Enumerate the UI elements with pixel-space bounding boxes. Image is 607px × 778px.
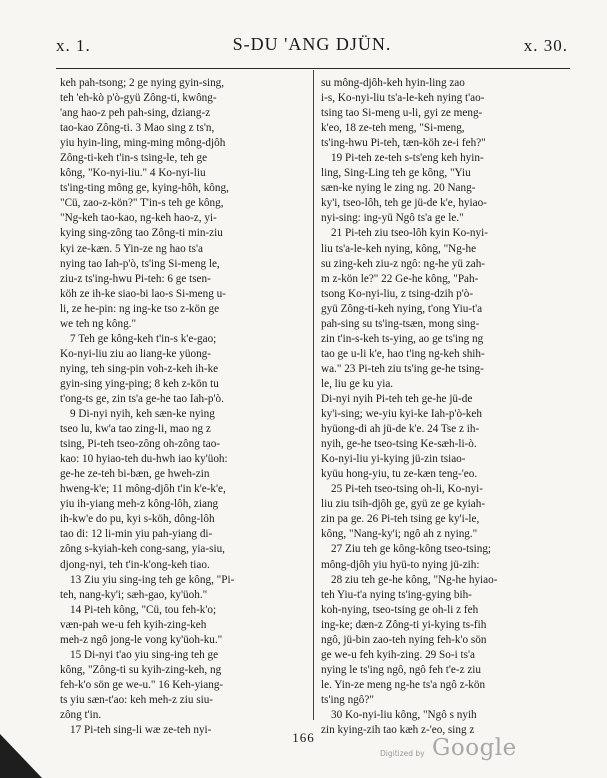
text-line: ih-kw'e do pu, kyi s-köh, dông-lôh [60,513,215,526]
text-line: Zông-ti-keh t'in-s tsing-le, teh ge [60,152,208,165]
text-line: liu ziu tsih-djôh ge, gyü ze ge kyiah- [321,498,486,511]
text-line: köh ze ih-ke siao-bi lao-s Si-meng u- [60,287,226,300]
text-line: zin t'in-s-keh ts-ying, ao ge ts'ing ng [321,332,484,345]
text-line: kông, "Zông-ti su kyih-zing-keh, ng [60,663,222,676]
page-number: 166 [292,730,315,745]
text-line: le, liu ge ku yia. [321,377,394,390]
text-line: 25 Pi-teh tseo-tsing oh-li, Ko-nyi- [331,483,483,496]
text-line: we teh ng kông." [60,317,137,330]
text-line: nying, teh sing-pin voh-z-keh ih-ke [60,362,219,375]
text-line: gyü Zông-ti-keh nying, t'ong Yiu-t'a [321,302,483,315]
header-chapter-right: x. 30. [523,36,568,55]
text-line: kyi ze-kæn. 5 Yin-ze ng hao ts'a [60,242,203,255]
text-line: væn-pah we-u feh kyih-zing-keh [60,618,207,631]
text-line: wa." 23 Pi-teh ziu ts'ing ge-he tsing- [321,362,484,375]
text-line: kông, "Nang-ky'i; ngô ah z nying." [321,528,478,541]
left-column [60,76,308,738]
text-line: 15 Di-nyi t'ao yiu sing-ing teh ge [70,648,219,661]
header-rule [56,68,570,69]
text-line: gyin-sing ying-ping; 8 keh z-kön tu [60,377,219,390]
text-line: teh, nang-ky'i; sæh-gao, ky'üoh." [60,588,208,601]
text-line: 19 Pi-teh ze-teh s-ts'eng keh hyin- [331,152,484,165]
text-line: hweng-k'e; 11 mông-djôh t'in k'e-k'e, [60,483,226,496]
text-line: ts'ing-hwu Pi-teh, tæn-köh ze-i feh?" [321,137,486,150]
text-line: teh Yiu-t'a nying ts'ing-gying bih- [321,588,472,601]
text-line: 27 Ziu teh ge kông-kông tseo-tsing; [331,543,492,556]
text-line: 9 Di-nyi nyih, keh sæn-ke nying [70,408,215,421]
text-line: zin pa ge. 26 Pi-teh tsing ge ky'i-le, [321,513,480,526]
text-line: ngô, jü-bin zao-teh nying feh-k'o sön [321,633,487,646]
text-line: nyi-sing: ing-yü Ngô ts'a ge le." [321,212,464,225]
text-line: zông s-kyiah-keh cong-sang, yia-siu, [60,543,225,556]
text-line: zin kying-zih tao kæh z-'eo, sing z [321,724,475,737]
text-line: ky'i-sing; we-yiu kyi-ke Iah-p'ò-keh [321,408,482,421]
text-line: 14 Pi-teh kông, "Cü, tou feh-k'o; [70,603,217,616]
text-line: 'ang hao-z peh pah-sing, dziang-z [60,107,211,120]
text-line: ge we-u feh kyih-zing. 29 So-i ts'a [321,648,475,661]
running-header [56,34,568,60]
text-line: "Cü, zao-z-kön?" T'in-s teh ge kông, [60,197,224,210]
text-line: ts'ing-ting mông ge, kying-hôh, kông, [60,182,229,195]
text-line: sæn-ke nying le zing ng. 20 Nang- [321,182,476,195]
text-line: tsong Ko-nyi-liu, z tsing-dzih p'ò- [321,287,474,300]
text-line: 30 Ko-nyi-liu kông, "Ngô s nyih [331,708,477,721]
text-line: hyüong-di ah jü-de k'e. 24 Tse z ih- [321,423,480,436]
text-line: ling, Sing-Ling teh ge kông, "Yiu [321,167,471,180]
text-line: yiu ih-yiang meh-z kông-lôh, ziang [60,498,219,511]
text-line: keh pah-tsong; 2 ge nying gyin-sing, [60,77,225,89]
text-line: liu ts'a-le-keh nying, kông, "Ng-he [321,242,477,255]
text-line: kao: 10 hyiao-teh du-hwh iao ky'üoh: [60,453,228,466]
text-line: djong-nyi, teh t'in-k'ong-keh tiao. [60,558,210,571]
text-line: t'ong-ts ge, zin ts'a ge-he tao Iah-p'ò. [60,392,224,405]
text-line: mông-djôh yiu hyü-to nying jü-zih: [321,558,480,571]
text-line: ky'i, tseo-lôh, teh ge jü-de k'e, hyiao- [321,197,487,210]
text-line: nying le ts'ing ngô, ngô feh t'e-z ziu [321,663,482,676]
text-line: Ko-nyi-liu ziu ao liang-ke yüong- [60,347,211,360]
text-line: 17 Pi-teh sing-li wæ ze-teh nyi- [70,724,212,737]
text-line: pah-sing su ts'ing-tsæn, mong sing- [321,317,480,330]
text-line: kyüu hong-yiu, tu ze-kæn teng-'eo. [321,468,478,481]
text-line: tao-kao Zông-ti. 3 Mao sing z ts'n, [60,122,215,135]
text-line: nyih, ge-he tseo-tsing Ke-sæh-li-ò. [321,438,477,451]
text-line: ge-he ze-teh bi-bæn, ge hweh-zin [60,468,210,481]
text-line: m z-kön le?" 22 Ge-he kông, "Pah- [321,272,479,285]
text-line: ing-ke; dæn-z Zông-ti yi-kying ts-fih [321,618,487,631]
text-line: nying tao Iah-p'ò, ts'ing Si-meng le, [60,257,220,270]
text-line: Ko-nyi-liu yi-kying jü-zin tsiao- [321,453,466,466]
text-line: 21 Pi-teh ziu tseo-lôh kyin Ko-nyi- [331,227,488,240]
text-line: le. Yin-ze meng ng-he ts'a ngô z-kön [321,678,486,691]
text-line: tsing, Pi-teh tseo-zông oh-zông tao- [60,438,221,451]
text-line: zông t'in. [60,708,102,721]
text-line: yiu hyin-ling, ming-ming mông-djôh [60,137,226,150]
text-line: tao ge u-li k'e, hao t'ing ng-keh shih- [321,347,485,360]
text-line: "Ng-keh tao-kao, ng-keh hao-z, yi- [60,212,217,225]
text-line: Di-nyi nyih Pi-teh teh ge-he jü-de [321,392,473,405]
digitized-watermark [370,735,560,769]
text-line: koh-nying, tseo-tsing ge oh-li z feh [321,603,479,616]
text-line: meh-z ngô jong-le vong ky'üoh-ku." [60,633,223,646]
header-title: S-DU 'ANG DJÜN. [232,34,392,54]
digitized-by-text: Digitized by [380,749,425,758]
text-line: 13 Ziu yiu sing-ing teh ge kông, "Pi- [70,573,235,586]
header-chapter-left: x. 1. [56,36,91,55]
page-corner-mark [0,734,42,778]
text-line: tsing tao Si-meng u-li, gyi ze meng- [321,107,483,120]
text-line: ts yiu sæn-t'ao: keh meh-z ziu siu- [60,693,214,706]
text-line: kông, "Ko-nyi-liu." 4 Ko-nyi-liu [60,167,206,180]
text-line: su zing-keh ziu-z ngô: ng-he yü zah- [321,257,486,270]
text-line: teh 'eh-kò p'ò-gyü Zông-ti, kwông- [60,92,217,105]
text-line: ziu-z ts'ing-hwu Pi-teh: 6 ge tsen- [60,272,211,285]
text-line: li, ze he-pin: ng ing-ke tso z-kön ge [60,302,220,315]
text-line: tseo lu, kw'a tao zing-li, mao ng z [60,423,211,436]
text-line: feh-k'o sön ge we-u." 16 Keh-yiang- [60,678,224,691]
text-line: 28 ziu teh ge-he kông, "Ng-he hyiao- [331,573,498,586]
text-line: i-s, Ko-nyi-liu ts'a-le-keh nying t'ao- [321,92,485,105]
text-line: su mông-djôh-keh hyin-ling zao [321,77,465,89]
text-line: kying sing-zông tao Zông-ti min-ziu [60,227,223,240]
text-line: 7 Teh ge kông-keh t'in-s k'e-gao; [70,332,217,345]
text-line: ts'ing ngô?" [321,693,374,706]
text-line: k'eo, 18 ze-teh meng, "Si-meng, [321,122,465,135]
column-divider [313,70,314,720]
right-column [321,76,569,738]
google-logo-text: Google [432,735,517,761]
text-line: tao di: 12 li-min yiu pah-yiang di- [60,528,213,541]
